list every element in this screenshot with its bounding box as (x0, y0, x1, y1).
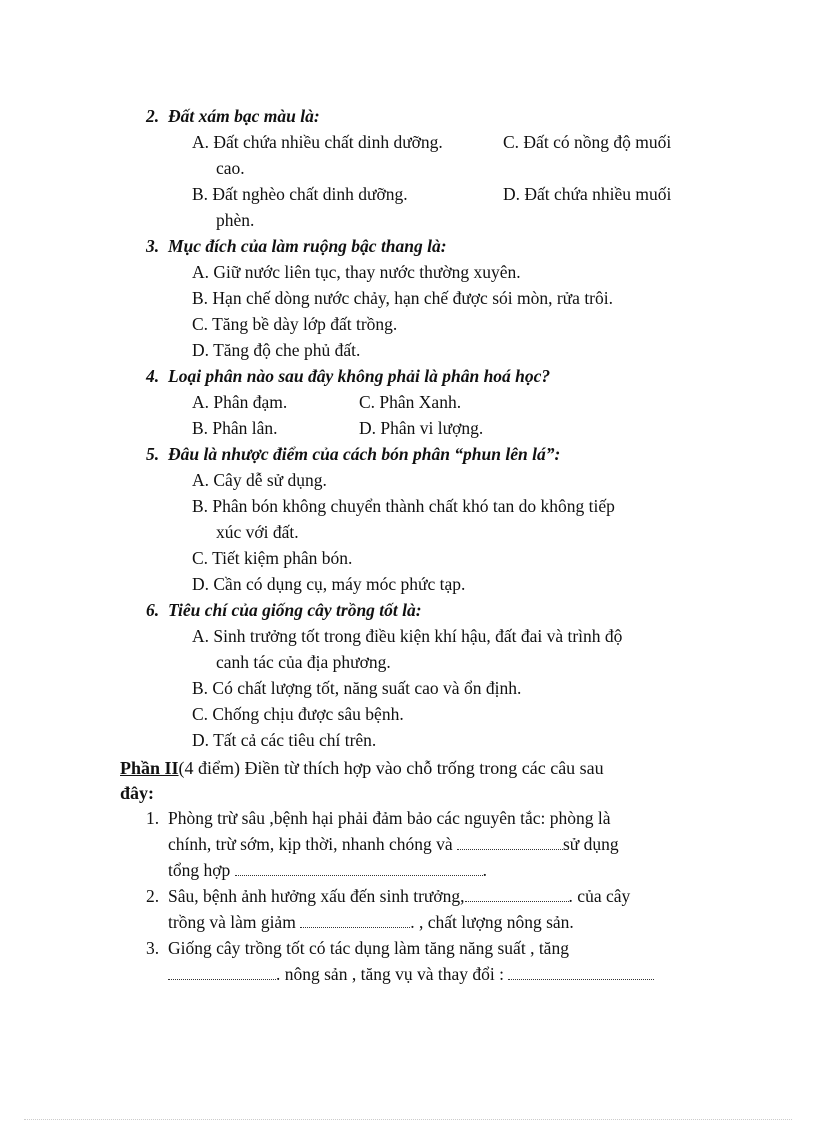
item-line (168, 911, 574, 933)
question-number: 6. (146, 600, 160, 620)
option-a: A. Phân đạm. (192, 392, 288, 412)
option-d: D. Tất cả các tiêu chí trên. (192, 730, 377, 750)
option-d: D. Đất chứa nhiều muối (503, 184, 672, 204)
question-text: Đất xám bạc màu là: (168, 106, 320, 126)
option-d: D. Phân vi lượng. (359, 418, 484, 438)
question-text: Tiêu chí của giống cây trồng tốt là: (168, 600, 422, 620)
item-line (168, 885, 630, 907)
item-text: chính, trừ sớm, kịp thời, nhanh chóng và (168, 834, 453, 854)
part-2-label: Phần II (120, 758, 179, 778)
option-d: D. Cần có dụng cụ, máy móc phức tạp. (192, 574, 466, 594)
question-number: 5. (146, 444, 160, 464)
option-c: C. Đất có nồng độ muối (503, 132, 672, 152)
item-text: trồng và làm giảm (168, 912, 296, 932)
option-a-continued: canh tác của địa phương. (216, 652, 391, 672)
answer-blank[interactable] (457, 835, 563, 850)
part-2-instruction: (4 điểm) Điền từ thích hợp vào chỗ trống trong các câu sau (178, 758, 604, 778)
answer-blank[interactable] (465, 887, 569, 902)
answer-blank[interactable] (300, 913, 410, 928)
question-text: Mục đích của làm ruộng bậc thang là: (168, 236, 447, 256)
option-b: B. Phân bón không chuyển thành chất khó tan do không tiếp (192, 496, 615, 516)
option-c: C. Chống chịu được sâu bệnh. (192, 704, 404, 724)
answer-blank[interactable] (235, 861, 483, 876)
option-c: C. Tiết kiệm phân bón. (192, 548, 353, 568)
question-text: Loại phân nào sau đây không phải là phân hoá học? (168, 366, 551, 386)
option-c: C. Phân Xanh. (359, 392, 462, 412)
question-number: 3. (146, 236, 160, 256)
option-b: B. Có chất lượng tốt, năng suất cao và ổn định. (192, 678, 522, 698)
option-d-continued: phèn. (216, 210, 255, 230)
option-b: B. Đất nghèo chất dinh dưỡng. (192, 184, 408, 204)
option-b: B. Hạn chế dòng nước chảy, hạn chế được sói mòn, rửa trôi. (192, 288, 613, 308)
option-c-continued: cao. (216, 158, 245, 178)
item-text: . (482, 860, 487, 880)
option-a: A. Sinh trưởng tốt trong điều kiện khí hậu, đất đai và trình độ (192, 626, 623, 646)
option-a: A. Giữ nước liên tục, thay nước thường xuyên. (192, 262, 521, 282)
question-number: 4. (146, 366, 160, 386)
item-text: . , chất lượng nông sản. (410, 912, 574, 932)
item-number: 1. (146, 808, 160, 828)
part-2-heading (120, 757, 604, 779)
item-line (168, 859, 487, 881)
option-a: A. Cây dễ sử dụng. (192, 470, 327, 490)
item-text: tổng hợp (168, 860, 231, 880)
option-c: C. Tăng bề dày lớp đất trồng. (192, 314, 398, 334)
item-line (168, 963, 654, 985)
item-text: . của cây (568, 886, 631, 906)
question-number: 2. (146, 106, 160, 126)
page-bottom-rule (24, 1119, 792, 1120)
item-text: Sâu, bệnh ảnh hưởng xấu đến sinh trưởng, (168, 886, 465, 906)
item-line: Phòng trừ sâu ,bệnh hại phải đảm bảo các nguyên tắc: phòng là (168, 808, 611, 828)
part-2-heading-tail: đây: (120, 783, 155, 803)
item-text: sử dụng (563, 834, 619, 854)
option-a: A. Đất chứa nhiều chất dinh dưỡng. (192, 132, 443, 152)
answer-blank[interactable] (168, 965, 276, 980)
item-line: Giống cây trồng tốt có tác dụng làm tăng năng suất , tăng (168, 938, 569, 958)
part-2-heading-continued (120, 782, 154, 804)
item-number: 2. (146, 886, 160, 906)
item-text: . nông sản , tăng vụ và thay đổi : (276, 964, 504, 984)
option-b: B. Phân lân. (192, 418, 278, 438)
option-b-continued: xúc với đất. (216, 522, 299, 542)
item-number: 3. (146, 938, 160, 958)
option-d: D. Tăng độ che phủ đất. (192, 340, 361, 360)
question-text: Đâu là nhược điểm của cách bón phân “phun lên lá”: (168, 444, 561, 464)
item-line (168, 833, 619, 855)
answer-blank[interactable] (508, 965, 654, 980)
